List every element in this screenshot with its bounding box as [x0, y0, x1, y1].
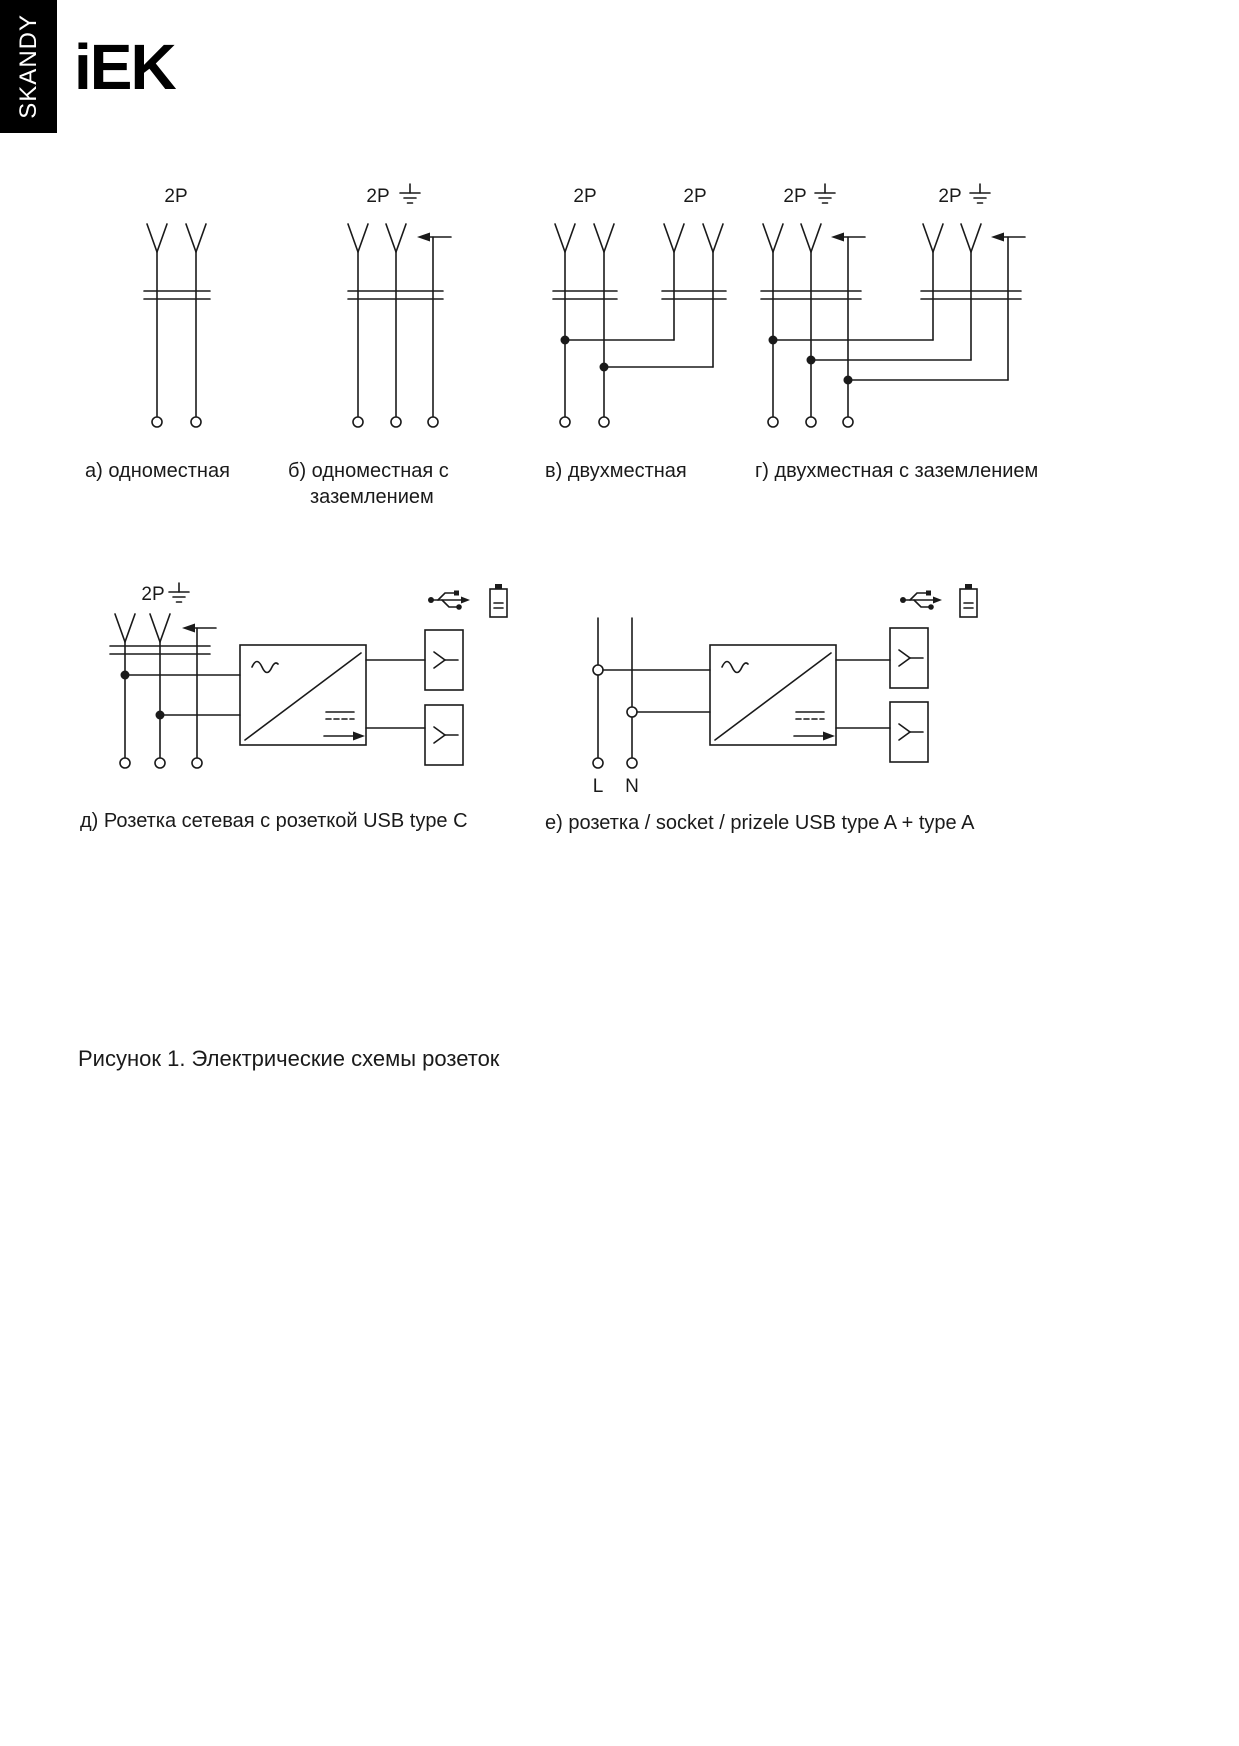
- contact-fork-icon: [115, 614, 170, 642]
- line-n-label: N: [625, 776, 639, 797]
- battery-icon: [960, 584, 977, 617]
- pole-label-left: 2P: [783, 186, 807, 207]
- contact-fork-icon: [147, 224, 206, 252]
- output-wires: [836, 660, 890, 728]
- caption-g: г) двухместная с заземлением: [755, 460, 1039, 482]
- pole-label: 2P: [366, 186, 390, 207]
- figure-caption: Рисунок 1. Электрические схемы розеток: [78, 1046, 500, 1071]
- caption-b-line2: заземлением: [310, 486, 434, 508]
- ground-contact-arrow-icon: [182, 624, 216, 633]
- usb-outlet-box: [425, 630, 463, 690]
- iek-logo: iEK: [74, 31, 175, 103]
- line-l-label: L: [592, 776, 604, 797]
- contact-fork-icon: [763, 224, 981, 252]
- wires: [358, 237, 433, 417]
- socket-body-lines: [761, 291, 1021, 299]
- diagram-e-socket-usb-type-a: [568, 578, 998, 813]
- pole-label: 2P: [164, 186, 188, 207]
- junction-dots: [561, 336, 609, 372]
- wires: [157, 252, 196, 417]
- tap-circles: [593, 665, 637, 717]
- wires: [125, 628, 197, 758]
- usb-outlet-box: [890, 628, 928, 688]
- diagram-d-socket-usb-type-c: [98, 578, 528, 813]
- junction-dots: [121, 671, 165, 720]
- caption-b: [288, 458, 449, 510]
- usb-outlet-box: [425, 705, 463, 765]
- feed-wires: [125, 675, 240, 715]
- wires: [773, 237, 1008, 417]
- ground-contact-arrow-icon: [417, 233, 451, 242]
- ground-icon: [815, 184, 835, 203]
- terminal-circles: [353, 417, 438, 427]
- wires: [598, 618, 632, 758]
- socket-body-lines: [553, 291, 726, 299]
- battery-icon: [490, 584, 507, 617]
- caption-a: а) одноместная: [85, 460, 230, 482]
- series-tab: [0, 0, 57, 133]
- usb-outlet-box: [890, 702, 928, 762]
- terminal-circles: [560, 417, 609, 427]
- wires: [565, 252, 713, 417]
- diagram-v-double-socket: [545, 172, 755, 462]
- terminal-circles: [593, 758, 637, 768]
- pole-label-right: 2P: [683, 186, 707, 207]
- ground-icon: [970, 184, 990, 203]
- diagram-a-single-socket: [128, 172, 268, 462]
- power-converter-box: [240, 645, 366, 745]
- contact-fork-icon: [348, 224, 406, 252]
- pole-label-right: 2P: [938, 186, 962, 207]
- diagram-g-double-socket-grounded: [758, 172, 1043, 462]
- caption-e: е) розетка / socket / prizele USB type A + type A: [545, 812, 975, 834]
- terminal-circles: [120, 758, 202, 768]
- terminal-circles: [152, 417, 201, 427]
- caption-d: д) Розетка сетевая с розеткой USB type C: [80, 810, 468, 832]
- socket-body-lines: [144, 291, 210, 299]
- pole-label-left: 2P: [573, 186, 597, 207]
- contact-fork-icon: [555, 224, 723, 252]
- ground-icon: [169, 583, 189, 602]
- terminal-circles: [768, 417, 853, 427]
- output-wires: [366, 660, 425, 728]
- jumper-wires: [565, 340, 713, 367]
- caption-v: в) двухместная: [545, 460, 687, 482]
- power-converter-box: [710, 645, 836, 745]
- ground-icon: [400, 184, 420, 203]
- usb-icon: [428, 591, 470, 610]
- diagram-b-single-socket-grounded: [338, 172, 498, 462]
- series-tab-label: SKANDY: [14, 14, 42, 119]
- feed-wires: [603, 670, 710, 712]
- usb-icon: [900, 591, 942, 610]
- caption-b-line1: б) одноместная с: [288, 460, 449, 482]
- pole-label: 2P: [141, 584, 165, 605]
